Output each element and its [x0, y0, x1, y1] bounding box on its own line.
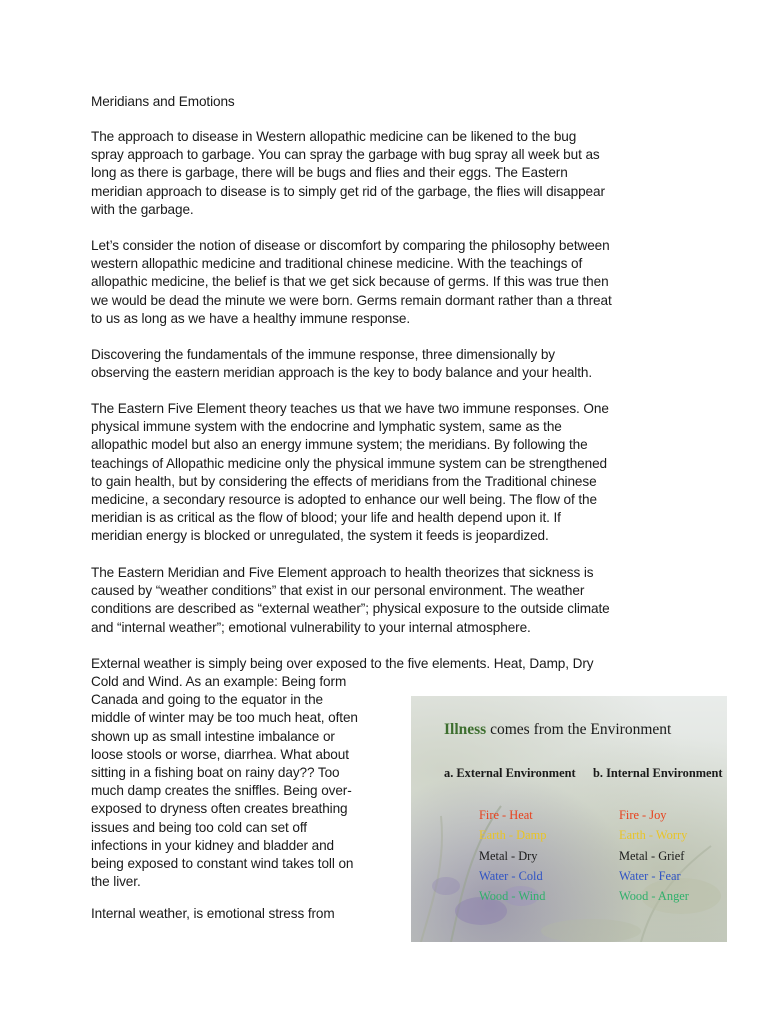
paragraph-bug-spray: The approach to disease in Western allopathic medicine can be likened to the bug spray approach to garbage. You can spray the garbage with bug spray all week but as long as there is garbage, there will be bugs and flies and their eggs. The Eastern meridian approach to disease is to simply get rid of the garbage, the flies will disappear with the garbage. — [91, 129, 605, 217]
paragraph-philosophy: Let’s consider the notion of disease or discomfort by comparing the philosophy between western allopathic medicine and traditional chinese medicine. With the teachings of allopathic medicine, the belief is that we get sick because of germs. If this was true then we would be dead the minute we were born. Germs remain dormant rather than a threat to us as long as we have a healthy immune response. — [91, 238, 612, 326]
element-item: Fire - Joy — [619, 808, 667, 822]
paragraph-weather-conditions: The Eastern Meridian and Five Element approach to health theorizes that sickness is caused by “weather conditions” that exist in our personal environment. The weather conditions are described as “external weather”; physical exposure to the outside climate and “internal weather”; emotional vulnerability to your internal atmosphere. — [91, 565, 610, 635]
document-title: Meridians and Emotions — [91, 94, 235, 109]
element-item: Metal - Grief — [619, 848, 685, 863]
column-heading-external: a. External Environment — [444, 766, 576, 780]
element-item: Fire - Heat — [479, 808, 533, 822]
element-item: Metal - Dry — [479, 848, 538, 863]
paragraph-external-lead: External weather is simply being over exposed to the five elements. Heat, Damp, Dry — [91, 656, 594, 671]
paragraph-immune-response: Discovering the fundamentals of the immune response, three dimensionally by observing the eastern meridian approach is the key to body balance and your health. — [91, 347, 593, 381]
paragraph-five-element: The Eastern Five Element theory teaches us that we have two immune responses. One physical immune system with the endocrine and lymphatic system, same as the allopathic model but also an energy immune system; the meridians. By following the teachings of Allopathic medicine only the physical immune system can be strengthened to gain health, but by considering the effects of meridians from the Traditional chinese medicine, a secondary resource is adopted to enhance our well being. The flow of the meridian is as critical as the flow of blood; your life and health depend upon it. If meridian energy is blocked or unregulated, the system it feeds is jeopardized. — [91, 401, 609, 544]
element-item: Wood - Wind — [479, 889, 546, 904]
figure-title-rest: comes from the Environment — [486, 721, 672, 738]
element-item: Earth - Worry — [619, 828, 688, 843]
paragraph-external-weather: Cold and Wind. As an example: Being form Canada and going to the equator in the middle of winter may be too much heat, often shown up as small intestine imbalance or loose stools or worse, diarrhea. What about sitting in a fishing boat on rainy day?? Too much damp creates the sniffles. Being over- exposed to dryness often creates breathing issues and being too cold can set off infections in your kidney and bladder and being exposed to constant wind takes toll on the liver. — [91, 674, 358, 890]
element-item: Earth - Damp — [479, 828, 547, 843]
element-item: Water - Cold — [479, 868, 543, 883]
paragraph-internal-lead: Internal weather, is emotional stress from — [91, 906, 335, 921]
figure-title — [444, 721, 671, 739]
figure-title-accent: Illness — [444, 721, 487, 738]
element-item: Wood - Anger — [619, 889, 689, 904]
column-heading-internal: b. Internal Environment — [593, 766, 723, 780]
element-item: Water - Fear — [619, 868, 681, 883]
environment-figure — [411, 696, 727, 942]
